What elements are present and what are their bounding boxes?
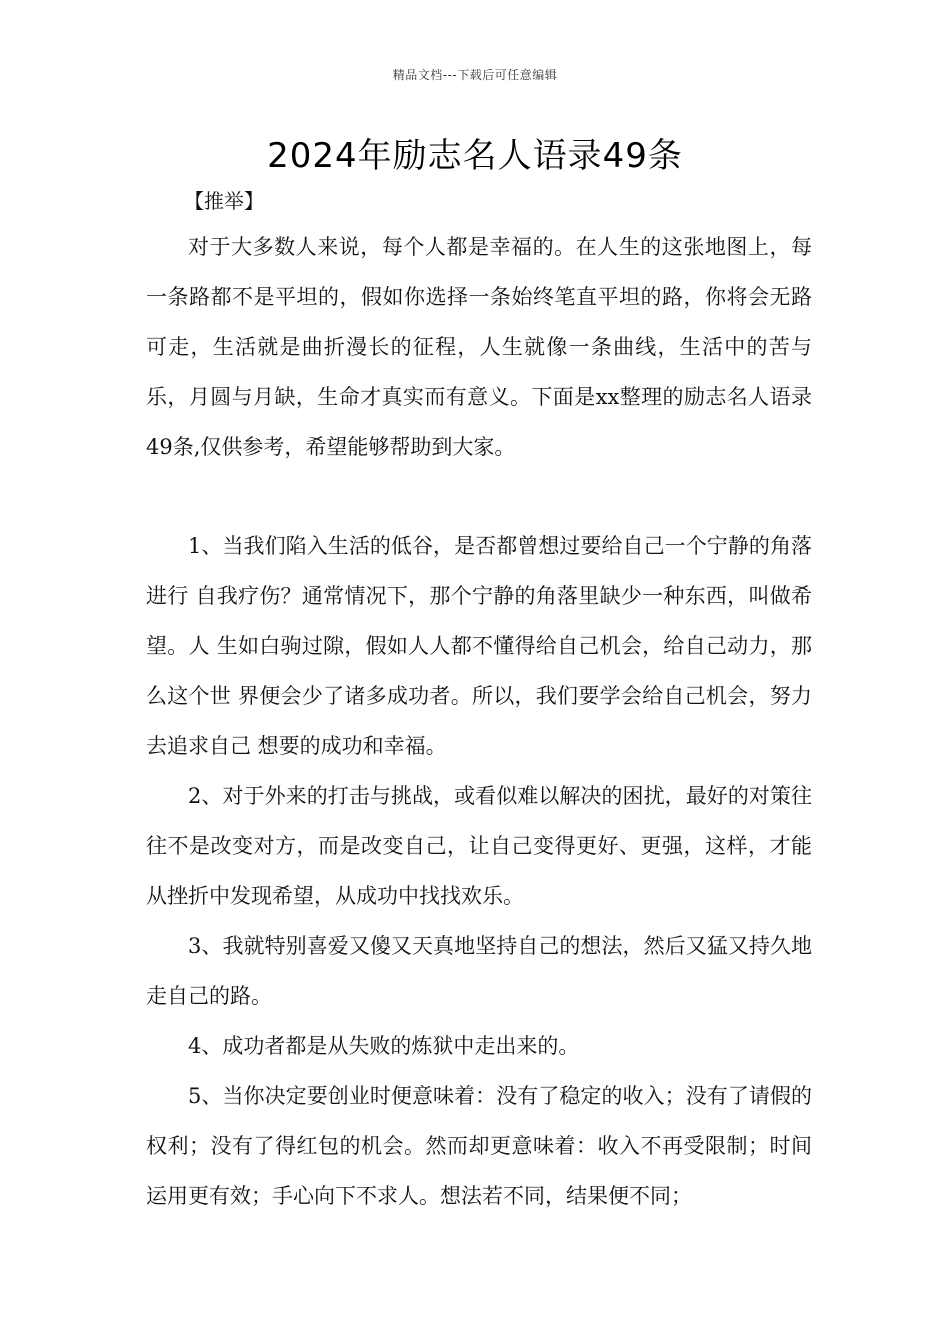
list-item: 2、对于外来的打击与挑战，或看似难以解决的困扰，最好的对策往往不是改变对方，而是改变自己，让自己变得更好、更强，这样，才能从挫折中发现希望，从成功中找找欢乐。 [146, 784, 812, 908]
quotes-list [146, 521, 812, 1221]
intro-section [146, 222, 812, 472]
list-item: 1、当我们陷入生活的低谷，是否都曾想过要给自己一个宁静的角落进行 自我疗伤？通常情况下，那个宁静的角落里缺少一种东西，叫做希望。人 生如白驹过隙，假如人人都不懂得给自己机会，给自己动力，那么这个世 界便会少了诸多成功者。所以，我们要学会给自己机会，努力去追求自己 想要的成功和幸福。 [146, 534, 812, 758]
list-item: 4、成功者都是从失败的炼狱中走出来的。 [188, 1034, 580, 1058]
recommend-tag: 【推举】 [184, 189, 264, 213]
header-note: 精品文档---下载后可任意编辑 [392, 68, 558, 82]
intro-paragraph: 对于大多数人来说，每个人都是幸福的。在人生的这张地图上，每一条路都不是平坦的，假如你选择一条始终笔直平坦的路，你将会无路可走，生活就是曲折漫长的征程，人生就像一条曲线，生活中的苦与乐，月圆与月缺，生命才真实而有意义。下面是xx整理的励志名人语录49条,仅供参考，希望能够帮助到大家。 [146, 235, 812, 459]
list-item: 5、当你决定要创业时便意味着：没有了稳定的收入；没有了请假的权利；没有了得红包的机会。然而却更意味着：收入不再受限制；时间运用更有效；手心向下不求人。想法若不同，结果便不同； [146, 1084, 812, 1208]
document-title: 2024年励志名人语录49条 [267, 136, 683, 176]
list-item: 3、我就特别喜爱又傻又天真地坚持自己的想法，然后又猛又持久地走自己的路。 [146, 934, 812, 1008]
